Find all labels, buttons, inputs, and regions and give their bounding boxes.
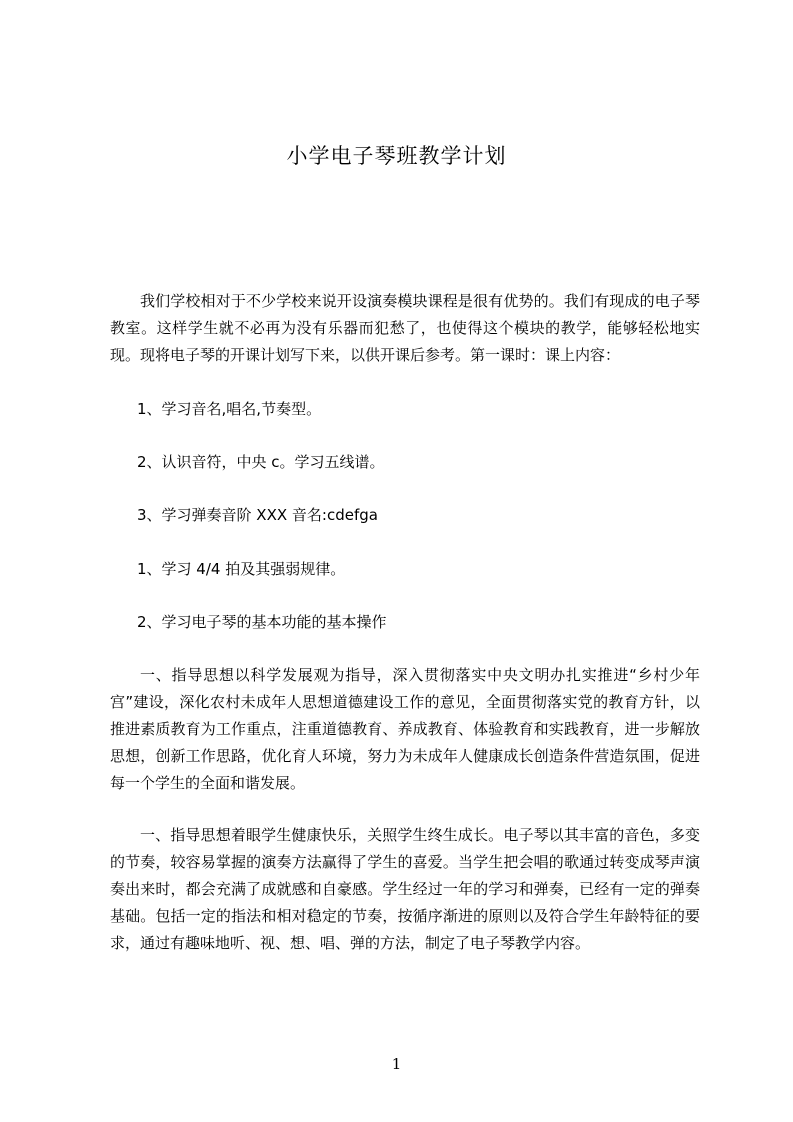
list-item: 1、学习音名,唱名,节奏型。 <box>137 400 322 418</box>
list-item: 2、学习电子琴的基本功能的基本操作 <box>137 613 387 631</box>
list-item: 2、认识音符，中央 c。学习五线谱。 <box>137 453 385 471</box>
page-title: 小学电子琴班教学计划 <box>286 144 507 168</box>
page-number: 1 <box>391 1055 402 1073</box>
list-item: 1、学习 4/4 拍及其强弱规律。 <box>137 560 346 578</box>
intro-paragraph: 我们学校相对于不少学校来说开设演奏模块课程是很有优势的。我们有现成的电子琴教室。这样学生就不必再为没有乐器而犯愁了，也使得这个模块的教学，能够轻松地实现。现将电子琴的开课计划写下来，以供开课后参考。第一课时：课上内容： <box>110 292 700 364</box>
guiding-ideology-paragraph: 一、指导思想以科学发展观为指导，深入贯彻落实中央文明办扎实推进“乡村少年宫”建设，深化农村未成年人思想道德建设工作的意见，全面贯彻落实党的教育方针，以推进素质教育为工作重点，注重道德教育、养成教育、体验教育和实践教育，进一步解放思想，创新工作思路，优化育人环境，努力为未成年人健康成长创造条件营造氛围，促进每一个学生的全面和谐发展。 <box>110 666 700 792</box>
student-growth-paragraph: 一、指导思想着眼学生健康快乐，关照学生终生成长。电子琴以其丰富的音色，多变的节奏，较容易掌握的演奏方法赢得了学生的喜爱。当学生把会唱的歌通过转变成琴声演奏出来时，都会充满了成就感和自豪感。学生经过一年的学习和弹奏，已经有一定的弹奏基础。包括一定的指法和相对稳定的节奏，按循序渐进的原则以及符合学生年龄特征的要求，通过有趣味地听、视、想、唱、弹的方法，制定了电子琴教学内容。 <box>110 826 700 952</box>
list-item: 3、学习弹奏音阶 XXX 音名:cdefga <box>137 506 378 524</box>
